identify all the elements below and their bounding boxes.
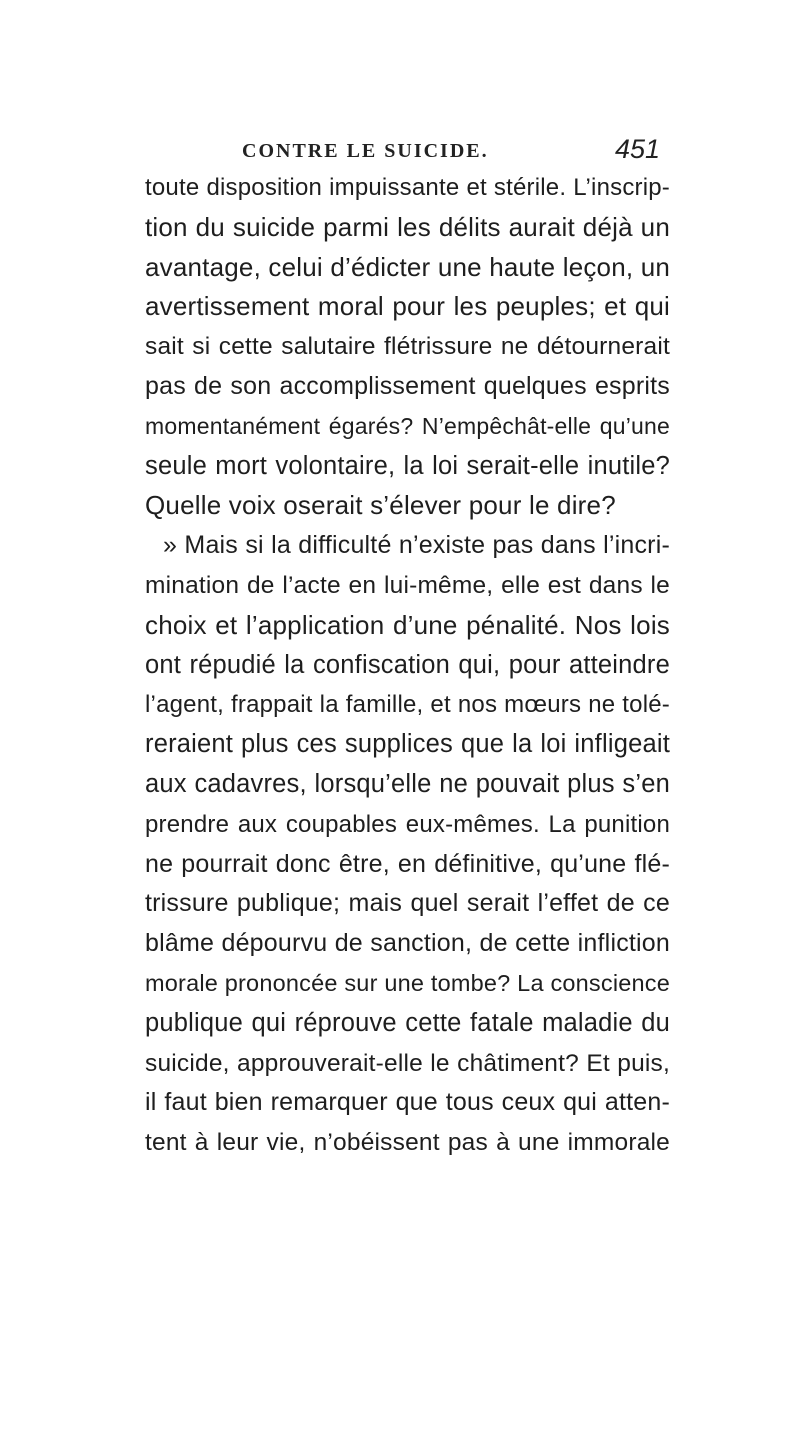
text-line: choix et l’application d’une pénalité. Nos lois bbox=[145, 609, 670, 640]
text-line: avertissement moral pour les peuples; et qui bbox=[145, 291, 670, 322]
page-number: 451 bbox=[614, 134, 660, 164]
text-line: pas de son accomplissement quelques esprits bbox=[145, 371, 670, 400]
paragraph-start-line: » Mais si la difficulté n’existe pas dans l’incri- bbox=[163, 531, 670, 560]
text-line: avantage, celui d’édicter une haute leçon, un bbox=[145, 251, 671, 282]
text-line: morale prononcée sur une tombe? La conscience bbox=[145, 969, 671, 996]
text-line: toute disposition impuissante et stérile. L’inscrip- bbox=[145, 174, 670, 201]
text-line: publique qui réprouve cette fatale maladie du bbox=[145, 1008, 670, 1037]
text-line: ne pourrait donc être, en définitive, qu’une flé- bbox=[145, 849, 670, 878]
text-line: trissure publique; mais quel serait l’effet de ce bbox=[145, 889, 670, 918]
text-line: suicide, approuverait-elle le châtiment? Et puis, bbox=[145, 1049, 670, 1077]
text-line: blâme dépourvu de sanction, de cette infliction bbox=[145, 929, 670, 958]
text-line: mination de l’acte en lui-même, elle est dans le bbox=[145, 571, 670, 599]
running-title: CONTRE LE SUICIDE. bbox=[242, 140, 489, 162]
text-line: sait si cette salutaire flétrissure ne détournerait bbox=[145, 333, 670, 361]
text-line: aux cadavres, lorsqu’elle ne pouvait plus s’en bbox=[145, 769, 670, 798]
text-line: seule mort volontaire, la loi serait-elle inutile? bbox=[145, 451, 670, 480]
text-line: l’agent, frappait la famille, et nos mœurs ne tolé- bbox=[145, 691, 670, 719]
text-line: momentanément égarés? N’empêchât-elle qu’une bbox=[145, 412, 670, 439]
text-line: prendre aux coupables eux-mêmes. La punition bbox=[145, 810, 670, 838]
text-line: tent à leur vie, n’obéissent pas à une immorale bbox=[145, 1129, 670, 1157]
running-header bbox=[242, 134, 660, 168]
text-line: ont répudié la confiscation qui, pour atteindre bbox=[145, 650, 670, 679]
text-line: il faut bien remarquer que tous ceux qui atten- bbox=[145, 1088, 670, 1117]
text-line: tion du suicide parmi les délits aurait déjà un bbox=[145, 211, 670, 242]
text-line: Quelle voix oserait s’élever pour le dire? bbox=[145, 490, 616, 521]
text-line: reraient plus ces supplices que la loi infligeait bbox=[145, 730, 670, 759]
body-text bbox=[145, 168, 670, 1163]
